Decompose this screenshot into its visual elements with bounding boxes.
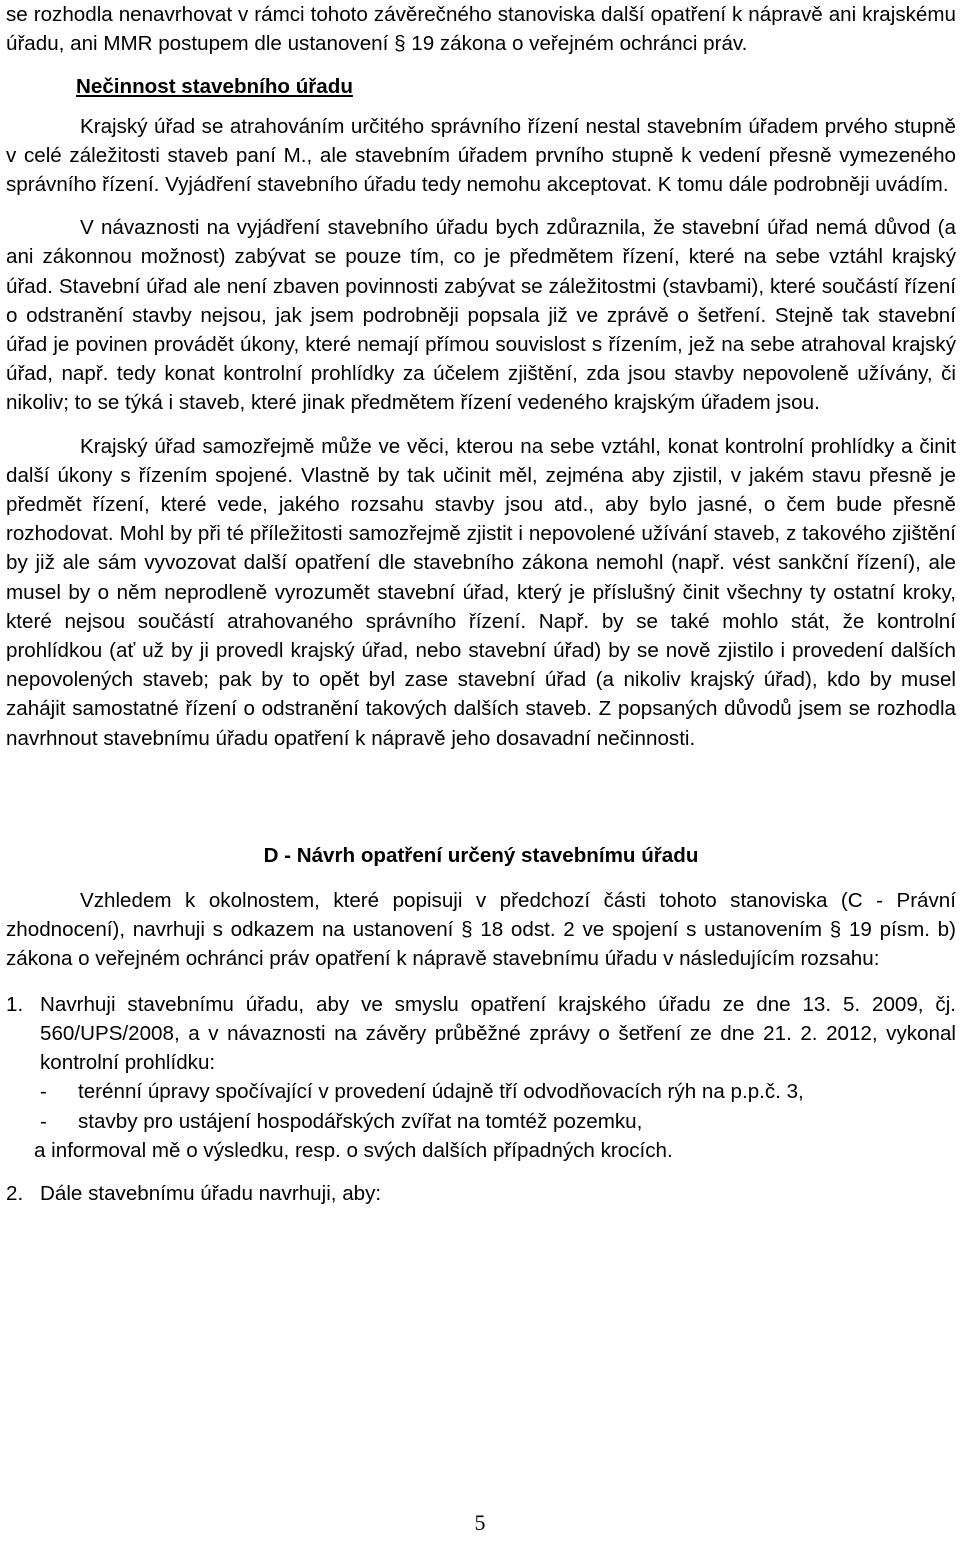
paragraph-inaction-2: V návaznosti na vyjádření stavebního úřadu bych zdůraznila, že stavební úřad nemá důvod (a ani zákonnou možnost) zabývat se pouze tím, co je předmětem řízení, které na sebe vztáhl krajský úřad. Stavební úřad ale není zbaven povinnosti zabývat se záležitostmi (stavbami), které součástí řízení o odstranění stavby nejsou, jak jsem podrobněji popsala již ve zprávě o šetření. Stejně tak stavební úřad je povinen provádět úkony, které nemají přímou souvislost s řízením, jež na sebe atrahoval krajský úřad, např. tedy konat kontrolní prohlídky za účelem zjištění, zda jsou stavby nepovoleně užívány, či nikoliv; to se týká i staveb, které jinak předmětem řízení vedeného krajským úřadem jsou. <box>6 216 956 415</box>
section-heading-d: D - Návrh opatření určený stavebnímu úřadu <box>263 843 699 867</box>
dash-item-1 <box>40 1077 956 1106</box>
list-item-text: Dále stavebnímu úřadu navrhuji, aby: <box>40 1181 382 1205</box>
top-paragraph: se rozhodla nenavrhovat v rámci tohoto závěrečného stanoviska další opatření k nápravě ani krajskému úřadu, ani MMR postupem dle ustanovení § 19 zákona o veřejném ochránci práv. <box>6 3 956 56</box>
dash-marker: - <box>40 1080 47 1104</box>
list-item-1 <box>6 990 956 1136</box>
list-item-closing: a informoval mě o výsledku, resp. o svých dalších případných krocích. <box>34 1138 673 1162</box>
dash-marker: - <box>40 1109 47 1133</box>
list-number: 2. <box>6 1181 24 1205</box>
paragraph-inaction-1: Krajský úřad se atrahováním určitého správního řízení nestal stavebním úřadem prvého stupně v celé záležitosti staveb paní M., ale stavebním úřadem prvního stupně k vedení přesně vymezeného správního řízení. Vyjádření stavebního úřadu tedy nemohu akceptovat. K tomu dále podrobněji uvádím. <box>6 114 956 197</box>
page-number: 5 <box>474 1510 486 1535</box>
list-item-body <box>40 990 956 1136</box>
paragraph-inaction-3: Krajský úřad samozřejmě může ve věci, kterou na sebe vztáhl, konat kontrolní prohlídky a činit další úkony s řízením spojené. Vlastně by tak učinit měl, zejména aby zjistil, v jakém stavu přesně je předmět řízení, které vede, jakého rozsahu stavby jsou atd., aby bylo jasné, o čem bude přesně rozhodovat. Mohl by při té příležitosti samozřejmě zjistit i nepovolené užívání staveb, z takového zjištění by již ale sám vyvozovat další opatření dle stavebního zákona nemohl (např. vést sankční řízení), ale musel by o něm neprodleně vyrozumět stavební úřad, který je příslušný činit všechny ty ostatní kroky, které nejsou součástí atrahovaného správního řízení. Např. by se také mohlo stát, že kontrolní prohlídkou (ať už by ji provedl krajský úřad, nebo stavební úřad) by se nově zjistilo i provedení dalších nepovolených staveb; pak by to opět byl zase stavební úřad (a nikoliv krajský úřad), kdo by musel zahájit samostatné řízení o odstranění takových dalších staveb. Z popsaných důvodů jsem se rozhodla navrhnout stavebnímu úřadu opatření k nápravě jeho dosavadní nečinnosti. <box>6 434 956 750</box>
document-page <box>6 0 956 1208</box>
dash-item-text: stavby pro ustájení hospodářských zvířat na tomtéž pozemku, <box>78 1109 643 1133</box>
paragraph-d-intro: Vzhledem k okolnostem, které popisuji v předchozí části tohoto stanoviska (C - Právní zhodnocení), navrhuji s odkazem na ustanovení § 18 odst. 2 ve spojení s ustanovením § 19 písm. b) zákona o veřejném ochránci práv opatření k nápravě stavebnímu úřadu v následujícím rozsahu: <box>6 889 956 971</box>
list-item-2 <box>6 1179 956 1208</box>
dash-item-2 <box>40 1107 956 1136</box>
dash-item-text: terénní úpravy spočívající v provedení údajně tří odvodňovacích rýh na p.p.č. 3, <box>78 1080 804 1104</box>
list-number: 1. <box>6 992 24 1016</box>
section-heading-inaction: Nečinnost stavebního úřadu <box>76 75 353 99</box>
list-item-text: Navrhuji stavebnímu úřadu, aby ve smyslu opatření krajského úřadu ze dne 13. 5. 2009, čj. 560/UPS/2008, a v návaznosti na závěry průběžné zprávy o šetření ze dne 21. 2. 2012, vykonal kontrolní prohlídku: <box>40 992 956 1075</box>
